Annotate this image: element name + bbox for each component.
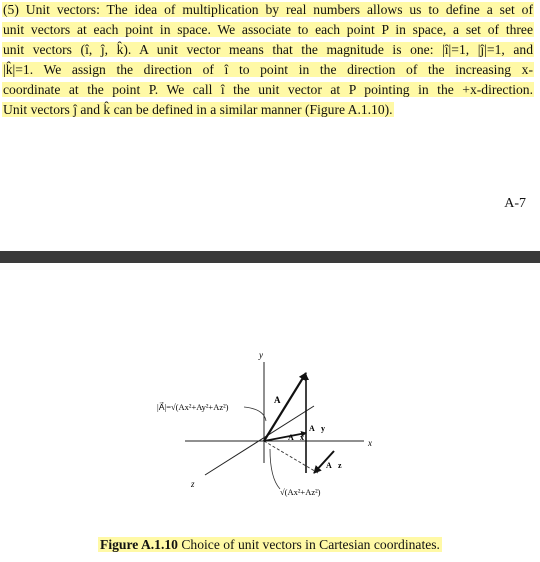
- vector-ax-label: A⃗x: [288, 433, 304, 442]
- y-axis-label: y: [259, 350, 263, 360]
- caption-text: Choice of unit vectors in Cartesian coordinates.: [177, 537, 440, 552]
- vector-ay-label: A⃗y: [309, 424, 325, 433]
- body-paragraph: [0, 0, 540, 120]
- paragraph-line-4: |k̂|=1. We assign the direction of î to point in the direction of the increasing x-: [3, 62, 533, 77]
- cartesian-vector-figure: [0, 263, 540, 533]
- magnitude-leader-curve: [244, 407, 266, 421]
- caption-label: Figure A.1.10: [100, 537, 178, 552]
- page-number: A-7: [504, 196, 526, 211]
- paragraph-line-3: unit vectors (î, ĵ, k̂). A unit vector means that the magnitude is one: |î|=1, |ĵ|=1, and: [3, 42, 533, 57]
- magnitude-formula: |A⃗|=√(Ax²+Ay²+Az²): [157, 402, 229, 412]
- z-axis-label: z: [191, 479, 195, 489]
- projection-leader-curve: [270, 449, 280, 489]
- vector-a-label: A⃗: [274, 395, 288, 405]
- page-divider: [0, 251, 540, 263]
- paragraph-line-6: Unit vectors ĵ and k̂ can be defined in a similar manner (Figure A.1.10).: [3, 102, 393, 117]
- vector-a-arrow: [264, 373, 306, 441]
- paragraph-line-1: (5) Unit vectors: The idea of multiplication by real numbers allows us to define a set of: [3, 2, 533, 17]
- vector-az-label: A⃗z: [326, 461, 342, 470]
- figure-caption: [0, 537, 540, 553]
- projection-dashed-line: [264, 441, 318, 473]
- x-axis-label: x: [368, 438, 372, 448]
- paragraph-line-5: coordinate at the point P. We call î the unit vector at P pointing in the +x-direction.: [3, 82, 533, 97]
- projection-formula: √(Ax²+Az²): [280, 487, 321, 497]
- paragraph-line-2: unit vectors at each point in space. We associate to each point P in space, a set of three: [3, 22, 533, 37]
